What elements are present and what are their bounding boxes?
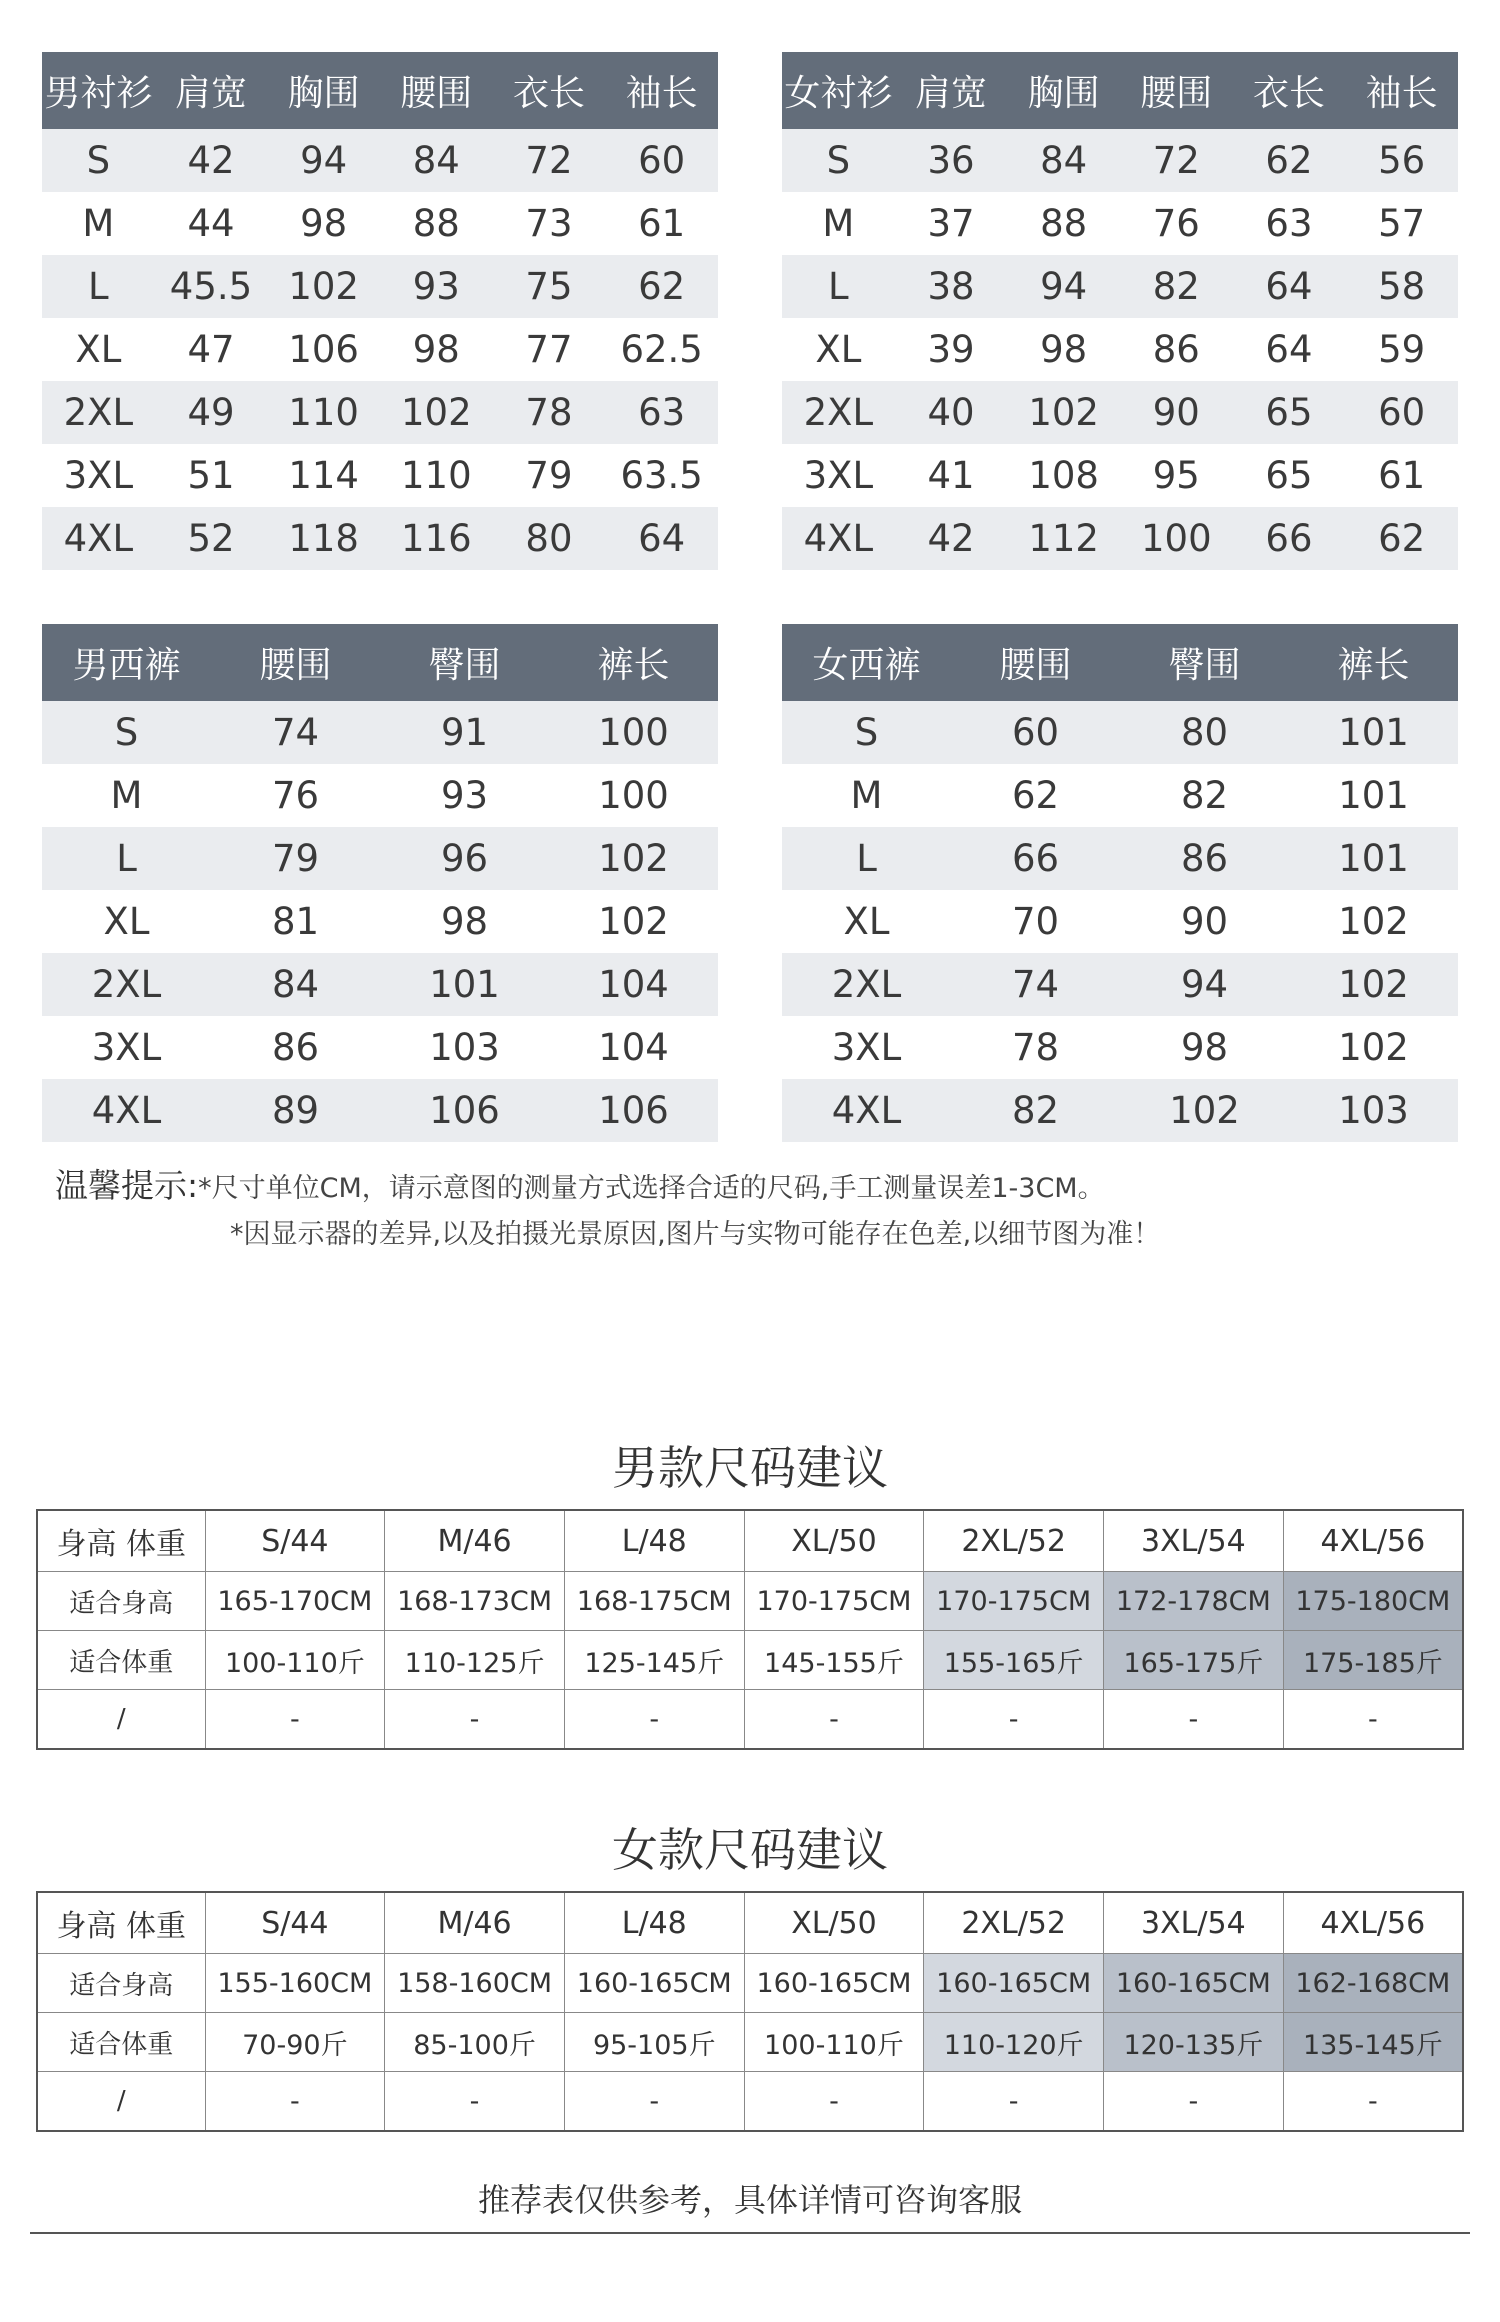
table-cell: 86 bbox=[1120, 827, 1289, 890]
table-cell: 79 bbox=[493, 444, 606, 507]
table-row bbox=[42, 827, 718, 890]
table-cell: 86 bbox=[1120, 318, 1233, 381]
table-cell: M bbox=[782, 764, 951, 827]
table-cell: 2XL bbox=[782, 381, 895, 444]
table-cell: 4XL bbox=[42, 1079, 211, 1142]
table-cell: XL bbox=[782, 318, 895, 381]
men-pants-size-table bbox=[42, 624, 718, 1142]
column-header: XL/50 bbox=[744, 1510, 924, 1572]
table-row bbox=[42, 701, 718, 764]
table-cell: 102 bbox=[1120, 1079, 1289, 1142]
table-cell: - bbox=[564, 1690, 744, 1750]
table-cell: 102 bbox=[549, 827, 718, 890]
table-cell: 72 bbox=[493, 129, 606, 192]
table-cell: - bbox=[205, 2072, 385, 2132]
table-cell: 110-120斤 bbox=[924, 2013, 1104, 2072]
table-cell: 168-175CM bbox=[564, 1572, 744, 1631]
table-cell: 165-175斤 bbox=[1104, 1631, 1284, 1690]
table-row bbox=[42, 1016, 718, 1079]
table-cell: 80 bbox=[1120, 701, 1289, 764]
column-header: M/46 bbox=[385, 1892, 565, 1954]
table-cell: 98 bbox=[1007, 318, 1120, 381]
table-cell: 64 bbox=[605, 507, 718, 570]
table-cell: 104 bbox=[549, 1016, 718, 1079]
row-label: 适合体重 bbox=[37, 1631, 205, 1690]
table-cell: 93 bbox=[380, 255, 493, 318]
table-cell: 96 bbox=[380, 827, 549, 890]
table-cell: 37 bbox=[895, 192, 1008, 255]
table-cell: 60 bbox=[605, 129, 718, 192]
table-cell: 88 bbox=[1007, 192, 1120, 255]
table-row bbox=[782, 764, 1458, 827]
women-size-recommendation-title: 女款尺码建议 bbox=[612, 1823, 888, 1877]
table-row bbox=[42, 890, 718, 953]
table-cell: 170-175CM bbox=[924, 1572, 1104, 1631]
table-cell: 45.5 bbox=[155, 255, 268, 318]
table-cell: 116 bbox=[380, 507, 493, 570]
footer-note: 推荐表仅供参考，具体详情可咨询客服 bbox=[477, 2181, 1022, 2219]
table-row bbox=[37, 1954, 1463, 2013]
table-row bbox=[37, 2072, 1463, 2132]
table-cell: 62 bbox=[1345, 507, 1458, 570]
table-header-row bbox=[42, 624, 718, 701]
table-cell: 84 bbox=[211, 953, 380, 1016]
table-cell: 70 bbox=[951, 890, 1120, 953]
column-header: 2XL/52 bbox=[924, 1510, 1104, 1572]
table-cell: 3XL bbox=[42, 1016, 211, 1079]
table-cell: 36 bbox=[895, 129, 1008, 192]
table-cell: 42 bbox=[155, 129, 268, 192]
column-header: 男西裤 bbox=[42, 624, 211, 701]
table-cell: 108 bbox=[1007, 444, 1120, 507]
row-label: 适合身高 bbox=[37, 1954, 205, 2013]
column-header: 女西裤 bbox=[782, 624, 951, 701]
table-cell: 70-90斤 bbox=[205, 2013, 385, 2072]
column-header: 肩宽 bbox=[895, 52, 1008, 129]
table-cell: 44 bbox=[155, 192, 268, 255]
table-cell: 175-185斤 bbox=[1283, 1631, 1463, 1690]
table-cell: 4XL bbox=[42, 507, 155, 570]
table-cell: 61 bbox=[1345, 444, 1458, 507]
table-cell: 89 bbox=[211, 1079, 380, 1142]
table-cell: 42 bbox=[895, 507, 1008, 570]
column-header: 4XL/56 bbox=[1283, 1510, 1463, 1572]
table-cell: 81 bbox=[211, 890, 380, 953]
table-cell: 39 bbox=[895, 318, 1008, 381]
column-header: S/44 bbox=[205, 1892, 385, 1954]
table-cell: 102 bbox=[1289, 953, 1458, 1016]
notice-title: 温馨提示: bbox=[55, 1166, 199, 1205]
table-row bbox=[782, 1016, 1458, 1079]
table-row bbox=[42, 192, 718, 255]
table-cell: 76 bbox=[1120, 192, 1233, 255]
table-cell: 102 bbox=[549, 890, 718, 953]
table-row bbox=[42, 764, 718, 827]
table-row bbox=[42, 444, 718, 507]
table-cell: 160-165CM bbox=[1104, 1954, 1284, 2013]
table-cell: L bbox=[782, 827, 951, 890]
table-cell: 66 bbox=[1233, 507, 1346, 570]
table-cell: 172-178CM bbox=[1104, 1572, 1284, 1631]
table-cell: 145-155斤 bbox=[744, 1631, 924, 1690]
table-cell: - bbox=[744, 2072, 924, 2132]
table-cell: 98 bbox=[1120, 1016, 1289, 1079]
table-cell: 100-110斤 bbox=[205, 1631, 385, 1690]
column-header: 袖长 bbox=[605, 52, 718, 129]
women-pants-size-table bbox=[782, 624, 1458, 1142]
table-cell: 64 bbox=[1233, 255, 1346, 318]
table-cell: 102 bbox=[1289, 1016, 1458, 1079]
table-cell: 101 bbox=[380, 953, 549, 1016]
table-row bbox=[42, 381, 718, 444]
table-cell: 101 bbox=[1289, 764, 1458, 827]
notice-text-1: *尺寸单位CM，请示意图的测量方式选择合适的尺码,手工测量误差1-3CM。 bbox=[198, 1173, 1105, 1204]
table-cell: 110 bbox=[380, 444, 493, 507]
table-cell: 84 bbox=[1007, 129, 1120, 192]
column-header: 男衬衫 bbox=[42, 52, 155, 129]
table-cell: 82 bbox=[1120, 764, 1289, 827]
column-header: L/48 bbox=[564, 1510, 744, 1572]
table-cell: - bbox=[924, 2072, 1104, 2132]
table-cell: 60 bbox=[1345, 381, 1458, 444]
table-row bbox=[782, 1079, 1458, 1142]
table-row bbox=[37, 1572, 1463, 1631]
table-row bbox=[782, 255, 1458, 318]
table-cell: 175-180CM bbox=[1283, 1572, 1463, 1631]
table-cell: 63 bbox=[605, 381, 718, 444]
table-cell: - bbox=[385, 2072, 565, 2132]
table-row bbox=[42, 255, 718, 318]
table-cell: 100-110斤 bbox=[744, 2013, 924, 2072]
table-cell: 65 bbox=[1233, 444, 1346, 507]
table-cell: 100 bbox=[549, 764, 718, 827]
table-cell: 65 bbox=[1233, 381, 1346, 444]
column-header: 腰围 bbox=[951, 624, 1120, 701]
table-cell: M bbox=[42, 764, 211, 827]
footer-divider bbox=[30, 2232, 1470, 2234]
table-cell: 104 bbox=[549, 953, 718, 1016]
row-label: / bbox=[37, 1690, 205, 1750]
table-cell: 155-165斤 bbox=[924, 1631, 1104, 1690]
table-cell: - bbox=[1104, 2072, 1284, 2132]
table-row bbox=[42, 129, 718, 192]
table-cell: 78 bbox=[951, 1016, 1120, 1079]
table-row bbox=[782, 953, 1458, 1016]
table-row bbox=[37, 1631, 1463, 1690]
column-header: 裤长 bbox=[1289, 624, 1458, 701]
table-cell: 73 bbox=[493, 192, 606, 255]
table-cell: 40 bbox=[895, 381, 1008, 444]
column-header: 身高 体重 bbox=[37, 1892, 205, 1954]
table-cell: 100 bbox=[1120, 507, 1233, 570]
table-cell: 162-168CM bbox=[1283, 1954, 1463, 2013]
table-cell: 106 bbox=[549, 1079, 718, 1142]
row-label: 适合身高 bbox=[37, 1572, 205, 1631]
table-cell: 62 bbox=[605, 255, 718, 318]
row-label: 适合体重 bbox=[37, 2013, 205, 2072]
men-size-recommendation-title: 男款尺码建议 bbox=[612, 1441, 888, 1495]
table-cell: - bbox=[744, 1690, 924, 1750]
table-cell: 106 bbox=[380, 1079, 549, 1142]
table-cell: 74 bbox=[211, 701, 380, 764]
column-header: 身高 体重 bbox=[37, 1510, 205, 1572]
table-cell: 72 bbox=[1120, 129, 1233, 192]
table-row bbox=[782, 507, 1458, 570]
table-cell: 78 bbox=[493, 381, 606, 444]
table-header-row bbox=[37, 1892, 1463, 1954]
table-cell: 4XL bbox=[782, 507, 895, 570]
column-header: 衣长 bbox=[493, 52, 606, 129]
table-cell: - bbox=[1104, 1690, 1284, 1750]
table-cell: 76 bbox=[211, 764, 380, 827]
table-cell: 88 bbox=[380, 192, 493, 255]
table-row bbox=[782, 701, 1458, 764]
table-cell: - bbox=[1283, 2072, 1463, 2132]
table-cell: 103 bbox=[380, 1016, 549, 1079]
table-cell: 160-165CM bbox=[564, 1954, 744, 2013]
table-cell: M bbox=[782, 192, 895, 255]
table-cell: 85-100斤 bbox=[385, 2013, 565, 2072]
table-cell: 95 bbox=[1120, 444, 1233, 507]
table-cell: 3XL bbox=[782, 1016, 951, 1079]
table-row bbox=[42, 1079, 718, 1142]
table-cell: - bbox=[205, 1690, 385, 1750]
column-header: 2XL/52 bbox=[924, 1892, 1104, 1954]
table-row bbox=[782, 381, 1458, 444]
table-cell: 64 bbox=[1233, 318, 1346, 381]
table-cell: 98 bbox=[267, 192, 380, 255]
column-header: 3XL/54 bbox=[1104, 1892, 1284, 1954]
column-header: M/46 bbox=[385, 1510, 565, 1572]
column-header: 腰围 bbox=[211, 624, 380, 701]
table-cell: S bbox=[782, 701, 951, 764]
table-cell: 62.5 bbox=[605, 318, 718, 381]
table-cell: L bbox=[42, 827, 211, 890]
table-row bbox=[42, 953, 718, 1016]
table-cell: 2XL bbox=[782, 953, 951, 1016]
men-shirt-size-table bbox=[42, 52, 718, 570]
table-cell: 74 bbox=[951, 953, 1120, 1016]
table-cell: 120-135斤 bbox=[1104, 2013, 1284, 2072]
table-cell: 125-145斤 bbox=[564, 1631, 744, 1690]
table-cell: 102 bbox=[1289, 890, 1458, 953]
table-cell: 57 bbox=[1345, 192, 1458, 255]
table-cell: - bbox=[564, 2072, 744, 2132]
table-cell: 98 bbox=[380, 890, 549, 953]
table-cell: 160-165CM bbox=[744, 1954, 924, 2013]
table-cell: 101 bbox=[1289, 827, 1458, 890]
table-cell: 75 bbox=[493, 255, 606, 318]
table-cell: - bbox=[385, 1690, 565, 1750]
table-cell: 112 bbox=[1007, 507, 1120, 570]
table-cell: S bbox=[782, 129, 895, 192]
table-cell: 60 bbox=[951, 701, 1120, 764]
table-cell: XL bbox=[42, 318, 155, 381]
table-cell: 80 bbox=[493, 507, 606, 570]
table-cell: 2XL bbox=[42, 953, 211, 1016]
column-header: 臀围 bbox=[380, 624, 549, 701]
column-header: 胸围 bbox=[267, 52, 380, 129]
table-cell: 102 bbox=[267, 255, 380, 318]
column-header: 女衬衫 bbox=[782, 52, 895, 129]
table-cell: L bbox=[42, 255, 155, 318]
column-header: 衣长 bbox=[1233, 52, 1346, 129]
table-row bbox=[782, 192, 1458, 255]
table-cell: 77 bbox=[493, 318, 606, 381]
table-row bbox=[782, 129, 1458, 192]
table-cell: 2XL bbox=[42, 381, 155, 444]
notice-line-1 bbox=[55, 1163, 1455, 1212]
table-cell: 90 bbox=[1120, 890, 1289, 953]
table-cell: 170-175CM bbox=[744, 1572, 924, 1631]
women-shirt-size-table bbox=[782, 52, 1458, 570]
table-cell: 61 bbox=[605, 192, 718, 255]
table-cell: 165-170CM bbox=[205, 1572, 385, 1631]
table-cell: - bbox=[924, 1690, 1104, 1750]
table-cell: 158-160CM bbox=[385, 1954, 565, 2013]
table-cell: 110-125斤 bbox=[385, 1631, 565, 1690]
table-cell: 100 bbox=[549, 701, 718, 764]
table-cell: S bbox=[42, 701, 211, 764]
column-header: 3XL/54 bbox=[1104, 1510, 1284, 1572]
table-cell: 98 bbox=[380, 318, 493, 381]
table-cell: 82 bbox=[1120, 255, 1233, 318]
table-cell: S bbox=[42, 129, 155, 192]
table-cell: 84 bbox=[380, 129, 493, 192]
table-cell: 118 bbox=[267, 507, 380, 570]
table-header-row bbox=[782, 52, 1458, 129]
column-header: XL/50 bbox=[744, 1892, 924, 1954]
table-cell: 63.5 bbox=[605, 444, 718, 507]
table-cell: 102 bbox=[1007, 381, 1120, 444]
table-row bbox=[42, 318, 718, 381]
table-cell: 41 bbox=[895, 444, 1008, 507]
column-header: 4XL/56 bbox=[1283, 1892, 1463, 1954]
table-cell: 59 bbox=[1345, 318, 1458, 381]
measurement-notice bbox=[55, 1163, 1455, 1258]
table-cell: 3XL bbox=[782, 444, 895, 507]
column-header: 腰围 bbox=[1120, 52, 1233, 129]
table-row bbox=[782, 444, 1458, 507]
men-size-recommendation-table bbox=[36, 1509, 1464, 1750]
table-cell: 94 bbox=[1120, 953, 1289, 1016]
table-cell: 66 bbox=[951, 827, 1120, 890]
table-cell: 47 bbox=[155, 318, 268, 381]
table-cell: 62 bbox=[1233, 129, 1346, 192]
notice-text-2: *因显示器的差异,以及拍摄光景原因,图片与实物可能存在色差,以细节图为准！ bbox=[230, 1219, 1161, 1250]
table-cell: 79 bbox=[211, 827, 380, 890]
table-cell: 94 bbox=[267, 129, 380, 192]
table-cell: 51 bbox=[155, 444, 268, 507]
table-row bbox=[37, 1690, 1463, 1750]
table-cell: XL bbox=[782, 890, 951, 953]
column-header: 臀围 bbox=[1120, 624, 1289, 701]
table-cell: 90 bbox=[1120, 381, 1233, 444]
table-header-row bbox=[37, 1510, 1463, 1572]
table-cell: 3XL bbox=[42, 444, 155, 507]
table-header-row bbox=[42, 52, 718, 129]
table-cell: 4XL bbox=[782, 1079, 951, 1142]
column-header: 裤长 bbox=[549, 624, 718, 701]
table-cell: 56 bbox=[1345, 129, 1458, 192]
table-row bbox=[37, 2013, 1463, 2072]
table-cell: 63 bbox=[1233, 192, 1346, 255]
table-row bbox=[782, 890, 1458, 953]
table-cell: 160-165CM bbox=[924, 1954, 1104, 2013]
table-row bbox=[42, 507, 718, 570]
table-cell: 135-145斤 bbox=[1283, 2013, 1463, 2072]
women-size-recommendation-table bbox=[36, 1891, 1464, 2132]
table-cell: - bbox=[1283, 1690, 1463, 1750]
table-cell: 110 bbox=[267, 381, 380, 444]
table-cell: 94 bbox=[1007, 255, 1120, 318]
table-cell: 95-105斤 bbox=[564, 2013, 744, 2072]
table-cell: 58 bbox=[1345, 255, 1458, 318]
row-label: / bbox=[37, 2072, 205, 2132]
column-header: 胸围 bbox=[1007, 52, 1120, 129]
column-header: 肩宽 bbox=[155, 52, 268, 129]
column-header: L/48 bbox=[564, 1892, 744, 1954]
table-cell: L bbox=[782, 255, 895, 318]
table-cell: 114 bbox=[267, 444, 380, 507]
table-cell: 38 bbox=[895, 255, 1008, 318]
table-cell: 155-160CM bbox=[205, 1954, 385, 2013]
table-cell: 103 bbox=[1289, 1079, 1458, 1142]
table-cell: 106 bbox=[267, 318, 380, 381]
table-cell: 52 bbox=[155, 507, 268, 570]
table-cell: 82 bbox=[951, 1079, 1120, 1142]
column-header: 袖长 bbox=[1345, 52, 1458, 129]
table-row bbox=[782, 827, 1458, 890]
table-header-row bbox=[782, 624, 1458, 701]
table-cell: M bbox=[42, 192, 155, 255]
table-cell: 101 bbox=[1289, 701, 1458, 764]
column-header: S/44 bbox=[205, 1510, 385, 1572]
table-cell: 62 bbox=[951, 764, 1120, 827]
table-cell: 86 bbox=[211, 1016, 380, 1079]
table-cell: 102 bbox=[380, 381, 493, 444]
table-cell: 91 bbox=[380, 701, 549, 764]
table-cell: 168-173CM bbox=[385, 1572, 565, 1631]
table-cell: 93 bbox=[380, 764, 549, 827]
table-row bbox=[782, 318, 1458, 381]
table-cell: 49 bbox=[155, 381, 268, 444]
table-cell: XL bbox=[42, 890, 211, 953]
column-header: 腰围 bbox=[380, 52, 493, 129]
